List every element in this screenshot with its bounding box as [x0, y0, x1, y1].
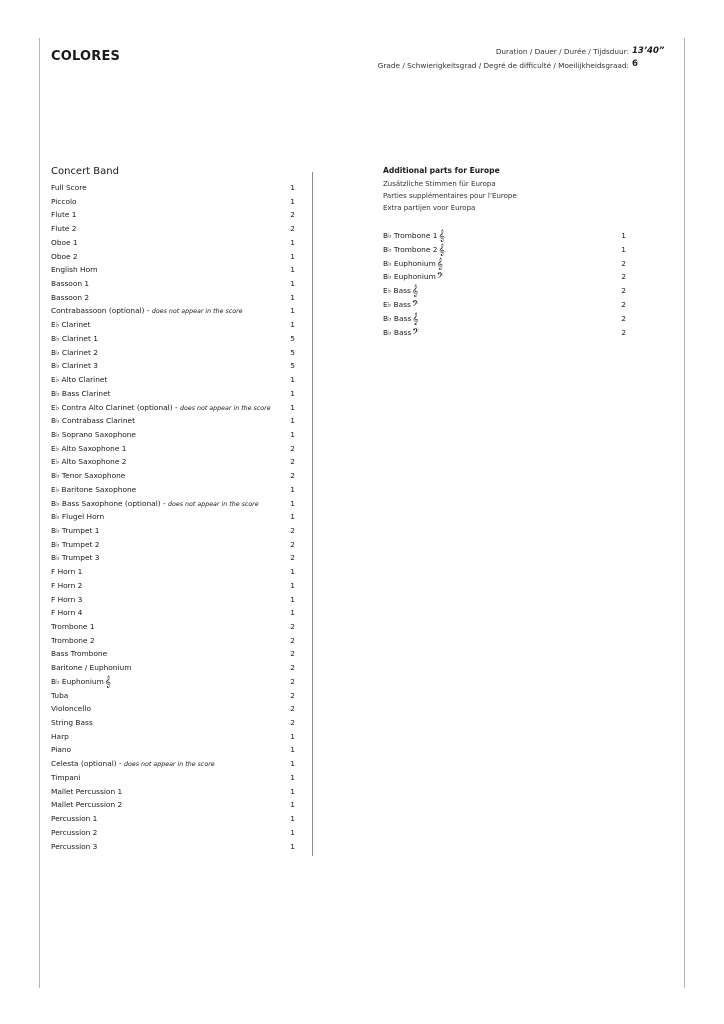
part-name: Full Score [51, 183, 87, 192]
part-name: Tuba [51, 690, 69, 700]
part-name: B♭ Clarinet 3 [51, 361, 98, 371]
part-row [51, 785, 299, 799]
part-row [51, 771, 299, 785]
part-row [51, 359, 299, 373]
part-name: Bassoon 1 [51, 279, 90, 289]
clef-icon: 𝄞 [104, 675, 111, 688]
part-row [51, 593, 299, 607]
part-row [51, 606, 299, 620]
part-name: Percussion 2 [51, 827, 98, 837]
part-quantity: 1 [621, 231, 626, 240]
part-row [51, 208, 299, 222]
part-name: Percussion 3 [51, 841, 98, 851]
clef-icon: 𝄞 [412, 312, 419, 325]
page-border-left [39, 38, 40, 988]
part-row [51, 840, 299, 854]
page-border-right [684, 38, 685, 988]
part-quantity: 1 [290, 388, 295, 398]
part-name: F Horn 2 [51, 580, 83, 590]
part-row [51, 647, 299, 661]
part-row [51, 510, 299, 524]
part-name: E♭ Alto Clarinet [51, 375, 108, 385]
part-quantity: 1 [290, 827, 295, 837]
part-name: F Horn 1 [51, 567, 83, 577]
part-quantity: 1 [290, 608, 295, 618]
part-quantity: 1 [290, 498, 295, 508]
part-name: Baritone / Euphonium [51, 663, 132, 673]
part-quantity: 1 [290, 196, 295, 206]
part-name: Flute 2 [51, 224, 77, 234]
part-name: Timpani [51, 772, 81, 782]
grade-label: Grade / Schwierigkeitsgrad / Degré de difficulté / Moeilijkheidsgraad: [377, 61, 629, 70]
part-name: Bassoon 2 [51, 292, 90, 302]
part-quantity: 2 [621, 272, 626, 282]
part-row [51, 195, 299, 209]
part-row [51, 387, 299, 401]
part-row [383, 270, 628, 284]
part-quantity: 1 [290, 402, 295, 412]
part-row [51, 455, 299, 469]
part-quantity: 1 [290, 279, 295, 289]
part-row [383, 298, 628, 312]
part-row [51, 291, 299, 305]
grade-value: 6 [632, 59, 638, 69]
part-name: Piano [51, 745, 72, 755]
part-quantity: 1 [290, 416, 295, 426]
part-name: String Bass [51, 718, 93, 728]
part-quantity: 1 [290, 251, 295, 261]
part-row [51, 332, 299, 346]
part-name: Trombone 2 [51, 635, 95, 645]
part-row [51, 428, 299, 442]
part-row [51, 757, 299, 771]
part-row [51, 675, 299, 689]
part-quantity: 1 [290, 429, 295, 439]
part-quantity: 1 [290, 375, 295, 385]
part-quantity: 1 [290, 567, 295, 577]
part-name: B♭ Bass [383, 313, 412, 323]
duration-label: Duration / Dauer / Durée / Tijdsduur: [495, 47, 629, 56]
part-row [51, 730, 299, 744]
part-quantity: 2 [290, 224, 295, 234]
part-row [51, 551, 299, 565]
part-row [383, 257, 628, 271]
part-row [51, 346, 299, 360]
part-row [383, 312, 628, 326]
part-name: Oboe 1 [51, 237, 78, 247]
part-name: Bass Trombone [51, 649, 108, 659]
part-quantity: 2 [290, 622, 295, 631]
part-quantity: 1 [290, 594, 295, 604]
part-name: E♭ Baritone Saxophone [51, 484, 137, 494]
part-quantity: 1 [290, 759, 295, 769]
part-row [383, 243, 628, 257]
part-quantity: 1 [290, 306, 295, 316]
part-quantity: 5 [290, 361, 295, 371]
part-row [51, 634, 299, 648]
column-divider [312, 172, 313, 856]
part-row [51, 497, 299, 511]
part-row [51, 236, 299, 250]
part-quantity: 1 [290, 484, 295, 494]
clef-icon: 𝄞 [438, 230, 445, 242]
part-name: Piccolo [51, 196, 77, 206]
part-name: Harp [51, 731, 69, 741]
europe-heading: Additional parts for Europe [383, 166, 500, 175]
part-row [51, 798, 299, 812]
part-quantity: 2 [621, 327, 626, 337]
part-row [51, 318, 299, 332]
part-row [383, 326, 628, 340]
part-note: does not appear in the score [168, 500, 259, 508]
part-row [51, 743, 299, 757]
part-quantity: 1 [290, 320, 295, 330]
part-note: does not appear in the score [179, 404, 271, 412]
part-quantity: 2 [621, 299, 626, 309]
part-quantity: 2 [621, 286, 626, 296]
part-quantity: 2 [621, 313, 626, 323]
part-quantity: 2 [290, 649, 295, 659]
clef-icon: 𝄞 [411, 285, 419, 298]
concert-band-heading: Concert Band [51, 166, 119, 177]
part-quantity: 1 [290, 772, 295, 782]
page-title: COLORES [51, 49, 121, 64]
part-name: B♭ Soprano Saxophone [51, 429, 136, 439]
part-name: B♭ Euphonium [383, 258, 436, 268]
part-row [51, 414, 299, 428]
part-quantity: 2 [290, 471, 295, 481]
part-name: Mallet Percussion 2 [51, 800, 123, 810]
part-row [51, 304, 299, 318]
part-quantity: 2 [290, 676, 295, 686]
part-quantity: 2 [290, 553, 295, 563]
duration-value: 13’40” [632, 46, 665, 56]
part-row [51, 250, 299, 264]
part-row [51, 469, 299, 483]
part-row [51, 689, 299, 703]
part-row [51, 826, 299, 840]
part-row [51, 538, 299, 552]
part-name: Trombone 1 [51, 622, 95, 631]
clef-icon: 𝄞 [438, 243, 445, 256]
part-quantity: 1 [290, 292, 295, 302]
part-name: B♭ Euphonium [51, 676, 104, 686]
europe-subtitle-fr: Parties supplémentaires pour l’Europe [383, 192, 517, 200]
part-name: B♭ Flugel Horn [51, 512, 105, 522]
part-row [51, 401, 299, 415]
part-name: Mallet Percussion 1 [51, 786, 123, 796]
part-name: Celesta (optional) - [51, 759, 125, 769]
part-name: B♭ Clarinet 1 [51, 333, 98, 343]
part-name: B♭ Contrabass Clarinet [51, 416, 135, 426]
part-name: B♭ Trombone 1 [383, 231, 438, 240]
part-quantity: 1 [290, 786, 295, 796]
clef-icon: 𝄞 [436, 257, 443, 270]
part-name: B♭ Tenor Saxophone [51, 471, 126, 481]
part-name: E♭ Alto Saxophone 2 [51, 457, 127, 467]
part-name: F Horn 3 [51, 594, 83, 604]
part-name: Violoncello [51, 704, 91, 714]
part-name: B♭ Clarinet 2 [51, 347, 98, 357]
part-name: E♭ Bass [383, 299, 411, 309]
part-quantity: 2 [290, 635, 295, 645]
part-quantity: 2 [290, 210, 295, 220]
part-quantity: 1 [290, 237, 295, 247]
clef-icon: 𝄢 [436, 271, 444, 284]
part-row [51, 277, 299, 291]
part-name: Contrabassoon (optional) - [51, 306, 152, 316]
part-name: E♭ Bass [383, 286, 411, 296]
part-name: B♭ Bass Saxophone (optional) - [51, 498, 169, 508]
part-row [51, 222, 299, 236]
part-quantity: 1 [290, 814, 295, 824]
part-name: E♭ Contra Alto Clarinet (optional) - [51, 402, 180, 412]
part-quantity: 1 [290, 731, 295, 741]
part-name: E♭ Clarinet [51, 320, 91, 330]
part-name: B♭ Euphonium [383, 272, 436, 282]
part-row [51, 181, 299, 195]
part-quantity: 2 [290, 690, 295, 700]
part-name: Flute 1 [51, 210, 77, 220]
concert-band-parts-list [51, 181, 299, 853]
part-row [51, 702, 299, 716]
part-row [51, 442, 299, 456]
part-quantity: 1 [621, 244, 626, 254]
part-row [383, 284, 628, 298]
clef-icon: 𝄢 [411, 298, 419, 311]
part-row [51, 812, 299, 826]
part-quantity: 5 [290, 347, 295, 357]
europe-subtitle-de: Zusätzliche Stimmen für Europa [383, 180, 496, 188]
part-name: Percussion 1 [51, 814, 98, 824]
part-quantity: 2 [621, 258, 626, 268]
part-quantity: 2 [290, 663, 295, 673]
part-quantity: 2 [290, 457, 295, 467]
part-name: B♭ Bass Clarinet [51, 388, 111, 398]
part-name: English Horn [51, 265, 98, 275]
part-note: does not appear in the score [124, 761, 215, 769]
part-row [51, 716, 299, 730]
part-row [51, 483, 299, 497]
part-name: F Horn 4 [51, 608, 83, 618]
part-row [51, 373, 299, 387]
part-name: B♭ Trumpet 2 [51, 539, 100, 549]
part-quantity: 1 [290, 183, 295, 192]
part-quantity: 1 [290, 580, 295, 590]
part-quantity: 2 [290, 539, 295, 549]
part-quantity: 5 [290, 333, 295, 343]
part-name: B♭ Trombone 2 [383, 244, 438, 254]
part-note: does not appear in the score [151, 308, 243, 316]
part-row [51, 524, 299, 538]
part-row [51, 579, 299, 593]
part-quantity: 2 [290, 704, 295, 714]
part-quantity: 2 [290, 525, 295, 535]
part-name: B♭ Trumpet 1 [51, 525, 100, 535]
part-quantity: 1 [290, 800, 295, 810]
part-row [51, 620, 299, 634]
europe-subtitle-nl: Extra partijen voor Europa [383, 204, 476, 212]
part-row [383, 229, 628, 243]
part-name: B♭ Bass [383, 327, 412, 337]
part-name: B♭ Trumpet 3 [51, 553, 100, 563]
part-quantity: 2 [290, 443, 295, 453]
part-quantity: 1 [290, 265, 295, 275]
part-name: E♭ Alto Saxophone 1 [51, 443, 127, 453]
clef-icon: 𝄢 [412, 326, 419, 339]
part-quantity: 2 [290, 718, 295, 728]
part-quantity: 1 [290, 512, 295, 522]
part-quantity: 1 [290, 841, 295, 851]
europe-parts-list [383, 229, 628, 339]
part-row [51, 565, 299, 579]
part-name: Oboe 2 [51, 251, 78, 261]
part-row [51, 263, 299, 277]
part-quantity: 1 [290, 745, 295, 755]
part-row [51, 661, 299, 675]
